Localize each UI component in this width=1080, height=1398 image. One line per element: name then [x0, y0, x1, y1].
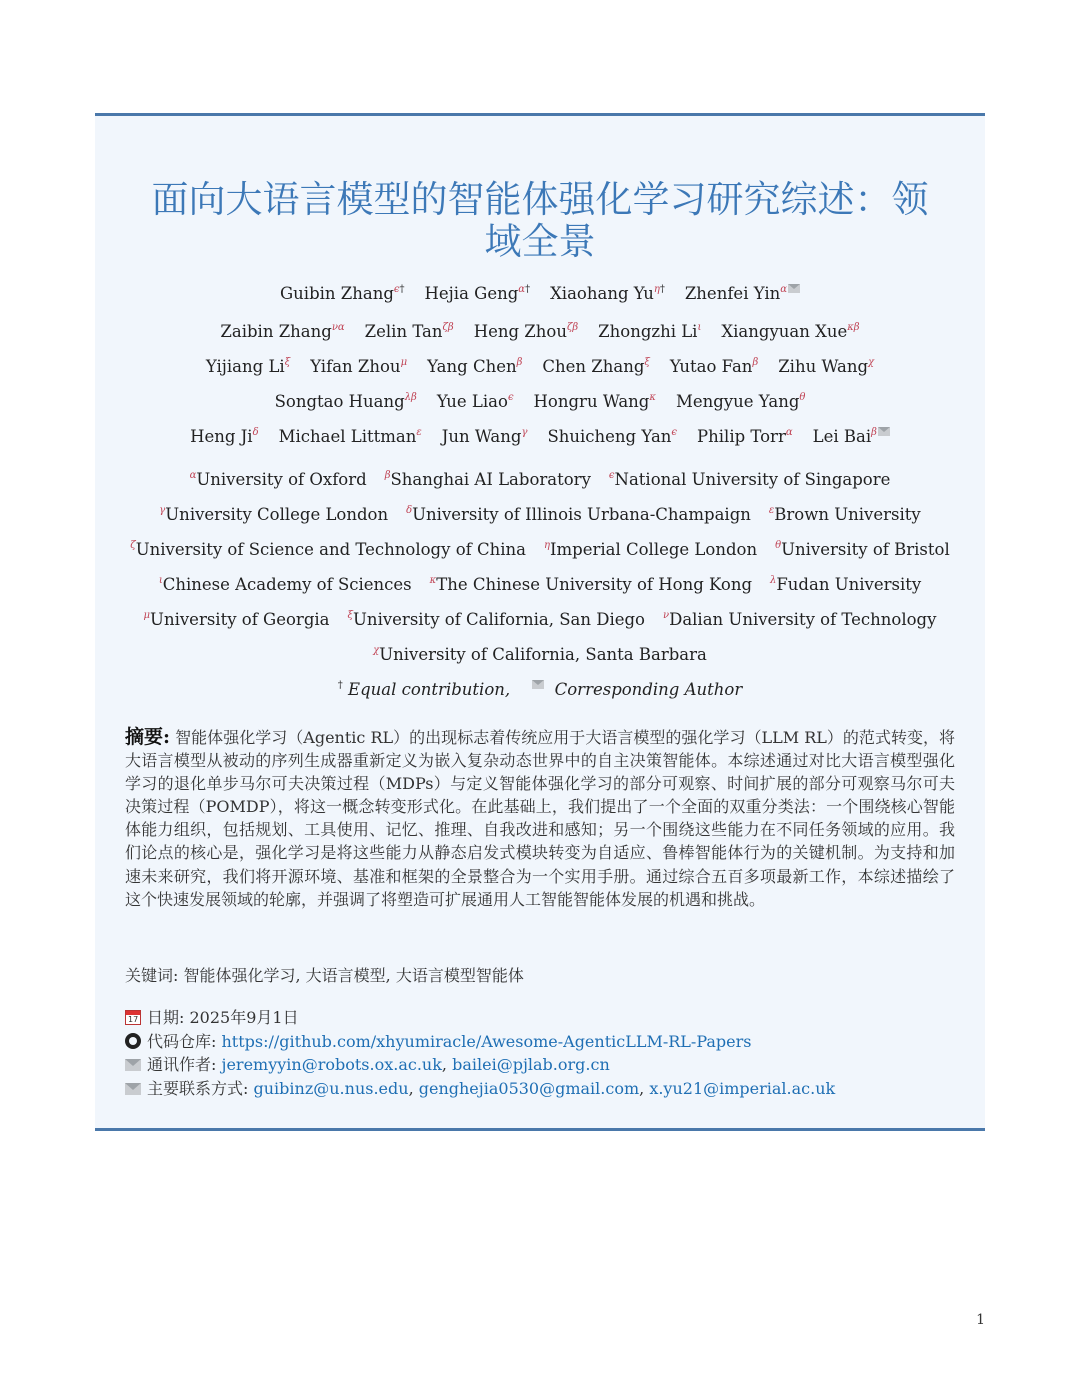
affiliation [769, 504, 921, 526]
affiliations-row-2 [95, 504, 985, 526]
authors-row-4 [95, 391, 985, 413]
affiliation [130, 539, 526, 561]
author-label: Yang Chen [427, 357, 517, 376]
corresponding-author-note: Corresponding Author [554, 680, 743, 699]
affiliation-mark: ξ [644, 356, 650, 368]
dagger-mark: † [659, 283, 665, 295]
author-label: Mengyue Yang [675, 392, 800, 411]
affiliation-mark: β [752, 356, 759, 368]
envelope-icon [878, 427, 890, 436]
affiliation-mark: ε [416, 426, 422, 438]
author-name [550, 283, 665, 305]
author-name [442, 426, 528, 448]
author-label: Yue Liao [436, 392, 508, 411]
affiliation-name: Dalian University of Technology [669, 610, 937, 629]
affiliation-mark: λ [770, 574, 777, 586]
author-name [676, 391, 805, 413]
affiliation-mark: μ [400, 356, 408, 368]
affiliation-mark: ζβ [566, 321, 579, 333]
affiliation [430, 574, 752, 596]
affiliation-mark: κβ [847, 321, 860, 333]
affiliation [190, 469, 367, 491]
affiliation-name: University of Science and Technology of China [135, 540, 526, 559]
author-name [220, 321, 344, 343]
contact-line: 主要联系方式: guibinz@u.nus.edu, genghejia0530@gmail.com, x.yu21@imperial.ac.uk [125, 1077, 955, 1101]
title-line-1: 面向大语言模型的智能体强化学习研究综述：领 [151, 177, 929, 221]
affiliation-mark: να [331, 321, 345, 333]
affiliation [775, 539, 950, 561]
author-name [437, 391, 514, 413]
author-label: Heng Ji [190, 427, 253, 446]
author-name [280, 283, 405, 305]
author-name [474, 321, 578, 343]
author-name [697, 426, 793, 448]
affiliation-mark: ε [768, 504, 775, 516]
author-name [542, 356, 650, 378]
affiliation-mark: δ [252, 426, 259, 438]
corresponding-label: 通讯作者: [147, 1055, 222, 1074]
author-label: Michael Littman [278, 427, 417, 446]
author-label: Zhenfei Yin [684, 284, 781, 303]
author-label: Chen Zhang [542, 357, 645, 376]
affiliation-mark: β [384, 469, 391, 481]
affiliation-name: National University of Singapore [614, 470, 891, 489]
email-link[interactable]: genghejia0530@gmail.com [418, 1078, 640, 1098]
date-line [125, 1006, 955, 1030]
affiliation [373, 644, 707, 666]
affiliation-mark: β [871, 426, 877, 438]
affiliation-mark: α [189, 469, 197, 481]
date-label: 日期: [147, 1008, 190, 1027]
affiliation-name: Chinese Academy of Sciences [162, 575, 412, 594]
affiliation-mark: θ [775, 539, 782, 551]
author-name [365, 321, 454, 343]
affiliation-name: Brown University [774, 505, 921, 524]
email-link[interactable]: jeremyyin@robots.ox.ac.uk [221, 1055, 442, 1074]
authors-row-3 [95, 356, 985, 378]
author-label: Shuicheng Yan [547, 427, 672, 446]
keywords: 关键词: 智能体强化学习, 大语言模型, 大语言模型智能体 [125, 966, 524, 985]
affiliation-mark: η [653, 283, 660, 295]
affiliation [663, 609, 936, 631]
affiliation-mark: κ [649, 391, 656, 403]
authors-row-5 [95, 426, 985, 448]
affiliation-mark: ζβ [442, 321, 454, 333]
corresponding-line: 通讯作者: jeremyyin@robots.ox.ac.uk, bailei@pjlab.org.cn [125, 1053, 955, 1077]
affiliation-name: University of California, Santa Barbara [379, 645, 707, 664]
author-label: Xiangyuan Xue [721, 322, 848, 341]
affiliation-mark: χ [868, 356, 875, 368]
affiliations-row-6 [95, 644, 985, 666]
affiliation-name: Fudan University [776, 575, 922, 594]
dagger-mark: † [525, 283, 531, 295]
affiliation-mark: μ [143, 609, 151, 621]
affiliation-mark: χ [373, 644, 380, 656]
page-number: 1 [976, 1312, 985, 1328]
affiliation-name: University College London [165, 505, 389, 524]
author-label: Heng Zhou [473, 322, 567, 341]
author-name [534, 391, 656, 413]
author-name [547, 426, 677, 448]
dagger-mark: † [399, 283, 405, 295]
author-name [427, 356, 522, 378]
envelope-icon [125, 1059, 141, 1071]
author-label: Guibin Zhang [280, 284, 394, 303]
affiliation-mark: ν [663, 609, 670, 621]
affiliations-row-5 [95, 609, 985, 631]
contact-label: 主要联系方式: [147, 1078, 254, 1098]
affiliation-name: University of Georgia [150, 610, 330, 629]
paper-metadata [125, 1006, 955, 1100]
author-label: Hejia Geng [424, 284, 519, 303]
author-label: Zihu Wang [778, 357, 869, 376]
author-name [598, 321, 701, 343]
author-name [279, 426, 422, 448]
affiliation-name: Shanghai AI Laboratory [390, 470, 591, 489]
envelope-icon [788, 284, 800, 293]
equal-contribution-note: Equal contribution [348, 680, 505, 699]
author-name [275, 391, 417, 413]
affiliation [609, 469, 890, 491]
title-line-2: 域全景 [484, 219, 596, 263]
affiliation-mark: α [518, 283, 526, 295]
author-label: Yifan Zhou [310, 357, 401, 376]
affiliations-row-4 [95, 574, 985, 596]
author-label: Lei Bai [812, 427, 872, 446]
affiliation-mark: ξ [347, 609, 354, 621]
abstract [125, 726, 955, 911]
affiliation-mark: ζ [130, 539, 136, 551]
affiliation-name: University of Illinois Urbana-Champaign [412, 505, 751, 524]
affiliation-name: University of Bristol [781, 540, 950, 559]
affiliations-row-3 [95, 539, 985, 561]
author-name [190, 426, 259, 448]
abstract-heading: 摘要: [125, 726, 171, 748]
affiliation-mark: θ [799, 391, 806, 403]
email-link[interactable]: x.yu21@imperial.ac.uk [649, 1078, 836, 1098]
affiliation-mark: ξ [284, 356, 291, 368]
repo-label: 代码仓库: [147, 1031, 222, 1051]
affiliation-mark: ι [697, 321, 702, 333]
envelope-icon [532, 680, 544, 689]
date-value: 2025年9月1日 [189, 1008, 299, 1027]
author-label: Songtao Huang [274, 392, 405, 411]
affiliation-name: Imperial College London [549, 540, 758, 559]
affiliation-mark: ϵ [608, 469, 615, 481]
author-label: Yutao Fan [669, 357, 753, 376]
author-name [670, 356, 758, 378]
affiliation-name: The Chinese University of Hong Kong [436, 575, 753, 594]
author-label: Zelin Tan [364, 322, 443, 341]
author-label: Jun Wang [441, 427, 522, 446]
author-name [206, 356, 290, 378]
paper-title [135, 179, 945, 263]
affiliation-name: University of California, San Diego [353, 610, 645, 629]
title-panel [95, 113, 985, 1131]
envelope-icon [125, 1083, 141, 1095]
dagger-mark: † [337, 679, 343, 691]
author-name [685, 283, 800, 305]
affiliation-mark: γ [159, 504, 166, 516]
affiliation-mark: δ [406, 504, 413, 516]
author-label: Xiaohang Yu [550, 284, 654, 303]
calendar-icon [125, 1010, 141, 1025]
author-label: Zaibin Zhang [220, 322, 332, 341]
authors-row-1 [95, 283, 985, 305]
authors-row-2 [95, 321, 985, 343]
author-name [425, 283, 531, 305]
author-label: Yijiang Li [205, 357, 285, 376]
affiliation [348, 609, 645, 631]
affiliation [770, 574, 921, 596]
author-name [813, 426, 890, 448]
affiliation-mark: ϵ [507, 391, 514, 403]
author-name [310, 356, 407, 378]
affiliation-mark: κ [429, 574, 437, 586]
email-link[interactable]: guibinz@u.nus.edu [253, 1078, 409, 1098]
repo-line [125, 1030, 955, 1054]
github-icon [125, 1033, 141, 1049]
email-link[interactable]: bailei@pjlab.org.cn [452, 1055, 610, 1074]
affiliation-mark: α [780, 283, 787, 295]
abstract-text: 智能体强化学习（Agentic RL）的出现标志着传统应用于大语言模型的强化学习（LLM RL）的范式转变，将大语言模型从被动的序列生成器重新定义为嵌入复杂动态世界中的自主决策智能体。本综述通过对比大语言模型强化学习的退化单步马尔可夫决策过程（MDPs）与定义智能体强化学习的部分可观察、时间扩展的部分可观察马尔可夫决策过程（POMDP），将这一概念转变形式化。在此基础上，我们提出了一个全面的双重分类法：一个围绕核心智能体能力组织，包括规划、工具使用、记忆、推理、自我改进和感知；另一个围绕这些能力在不同任务领域的应用。我们论点的核心是，强化学习是将这些能力从静态启发式模块转变为自适应、鲁棒智能体行为的关键机制。为支持和加速未来研究，我们将开源环境、基准和框架的全景整合为一个实用手册。通过综合五百多项最新工作，本综述描绘了这个快速发展领域的轮廓，并强调了将塑造可扩展通用人工智能智能体发展的机遇和挑战。 [125, 728, 955, 909]
affiliation-mark: ϵ [393, 283, 400, 295]
affiliation [159, 504, 388, 526]
affiliation-mark: λβ [404, 391, 417, 403]
author-label: Philip Torr [697, 427, 786, 446]
affiliation-mark: η [543, 539, 550, 551]
author-name [778, 356, 874, 378]
affiliation [385, 469, 591, 491]
affiliation-mark: ϵ [671, 426, 678, 438]
affiliation [159, 574, 412, 596]
author-label: Hongru Wang [533, 392, 650, 411]
affiliation [406, 504, 751, 526]
notes-separator: , [504, 680, 511, 699]
author-label: Zhongzhi Li [598, 322, 698, 341]
affiliation [144, 609, 330, 631]
affiliation-mark: α [785, 426, 793, 438]
affiliation-name: University of Oxford [196, 470, 367, 489]
repo-link[interactable]: https://github.com/xhyumiracle/Awesome-AgenticLLM-RL-Papers [221, 1031, 752, 1051]
author-notes [95, 679, 985, 701]
affiliation-mark: γ [521, 426, 528, 438]
affiliations-row-1 [95, 469, 985, 491]
affiliation [544, 539, 757, 561]
affiliation-mark: ι [158, 574, 163, 586]
author-name [721, 321, 859, 343]
affiliation-mark: β [516, 356, 523, 368]
